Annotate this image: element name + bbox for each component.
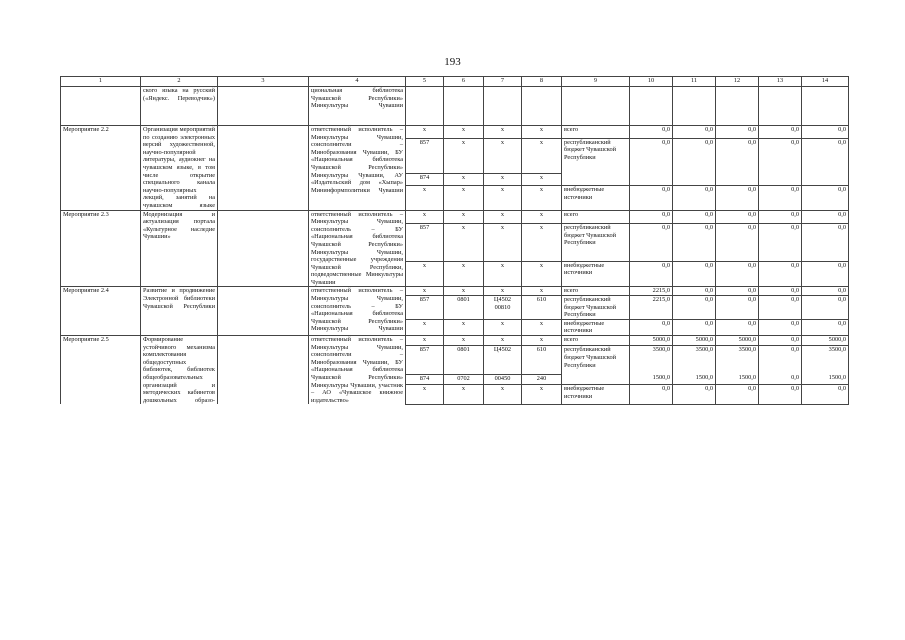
continuation-row (61, 87, 849, 126)
code-cell: x (484, 319, 522, 335)
amount-cell: 2215,0 (630, 287, 673, 296)
amount-cell: 0,0 (802, 319, 849, 335)
code-cell: 00450 (484, 374, 522, 384)
code-cell: x (406, 287, 444, 296)
executor-cell: ответственный исполнитель – Минкультуры Чувашии, соисполнитель – БУ «Национальная библиотека Чувашской Республики» Минкультуры Чувашии, государственные учреждения Чувашской Республики, подведомственные Минкультуры Чувашии (309, 210, 406, 287)
amount-cell: 0,0 (673, 319, 716, 335)
amount-cell: 0,0 (673, 385, 716, 405)
amount-cell: 0,0 (673, 261, 716, 287)
empty-cell (218, 210, 309, 287)
column-number: 5 (406, 77, 444, 87)
code-cell: x (522, 173, 562, 186)
funding-source: республиканский бюджет Чувашской Республики (562, 296, 630, 320)
code-cell: x (444, 336, 484, 346)
amount-cell: 0,0 (673, 186, 716, 210)
executor-cell: ответственный исполнитель – Минкультуры Чувашии, соисполнитель – БУ «Национальная библиотека Чувашской Республики» Минкультуры Чувашии (309, 287, 406, 336)
funding-source: внебюджетные источники (562, 319, 630, 335)
amount-cell: 3500,0 (716, 346, 759, 374)
measure-label: Мероприятие 2.2 (61, 126, 141, 211)
code-cell: x (522, 138, 562, 173)
amount-cell: 1500,0 (630, 374, 673, 384)
empty-cell (218, 126, 309, 211)
code-cell: x (522, 287, 562, 296)
amount-cell (673, 173, 716, 186)
funding-source: всего (562, 210, 630, 224)
code-cell: x (444, 210, 484, 224)
column-number: 6 (444, 77, 484, 87)
column-number: 14 (802, 77, 849, 87)
amount-cell (759, 173, 802, 186)
amount-cell: 0,0 (630, 319, 673, 335)
amount-cell: 3500,0 (630, 346, 673, 374)
amount-cell: 1500,0 (802, 374, 849, 384)
measure-name: Модернизация и актуализация портала «Культурное наследие Чувашии» (141, 210, 218, 287)
measure-name: Развитие и продвижение Электронной библиотеки Чувашской Республики (141, 287, 218, 336)
amount-cell: 0,0 (673, 296, 716, 320)
empty-cell (218, 336, 309, 405)
code-cell: x (406, 186, 444, 210)
amount-cell: 0,0 (759, 287, 802, 296)
column-number: 12 (716, 77, 759, 87)
funding-source: республиканский бюджет Чувашской Республики (562, 224, 630, 262)
continued-executor: циональная библиотека Чувашской Республики» Минкультуры Чувашии (309, 87, 406, 126)
amount-cell: 0,0 (802, 261, 849, 287)
amount-cell: 0,0 (716, 287, 759, 296)
funding-source: всего (562, 336, 630, 346)
amount-cell: 0,0 (630, 224, 673, 262)
code-cell: x (484, 173, 522, 186)
empty-cell (218, 287, 309, 336)
amount-cell: 0,0 (802, 287, 849, 296)
column-number: 3 (218, 77, 309, 87)
amount-cell: 0,0 (759, 296, 802, 320)
measure-row (61, 287, 849, 296)
amount-cell: 1500,0 (673, 374, 716, 384)
column-number-row (61, 77, 849, 87)
funding-source: республиканский бюджет Чувашской Республики (562, 346, 630, 374)
measure-name: Формирование устойчивого механизма комплектования общедоступных библиотек, библиотек общеобразовательных организаций и методических кабинетов дошкольных образо- (141, 336, 218, 405)
amount-cell: 5000,0 (630, 336, 673, 346)
amount-cell: 0,0 (759, 126, 802, 139)
amount-cell: 0,0 (802, 186, 849, 210)
code-cell: 857 (406, 138, 444, 173)
column-number: 2 (141, 77, 218, 87)
code-cell: 874 (406, 173, 444, 186)
code-cell: 610 (522, 296, 562, 320)
budget-table (60, 76, 849, 405)
amount-cell: 0,0 (759, 224, 802, 262)
code-cell: 0801 (444, 296, 484, 320)
amount-cell: 0,0 (630, 126, 673, 139)
column-number: 1 (61, 77, 141, 87)
code-cell: x (484, 336, 522, 346)
column-number: 13 (759, 77, 802, 87)
code-cell: x (484, 126, 522, 139)
code-cell: x (484, 224, 522, 262)
amount-cell: 3500,0 (673, 346, 716, 374)
amount-cell: 0,0 (630, 261, 673, 287)
amount-cell: 0,0 (630, 385, 673, 405)
code-cell: x (484, 385, 522, 405)
code-cell: 857 (406, 346, 444, 374)
code-cell: x (444, 319, 484, 335)
amount-cell: 0,0 (802, 296, 849, 320)
amount-cell: 0,0 (716, 296, 759, 320)
amount-cell: 0,0 (759, 346, 802, 374)
continued-measure-name: ского языка на русский («Яндекс. Переводчик») (141, 87, 218, 126)
column-number: 8 (522, 77, 562, 87)
amount-cell: 5000,0 (716, 336, 759, 346)
code-cell: x (522, 224, 562, 262)
code-cell: x (406, 261, 444, 287)
code-cell: x (444, 385, 484, 405)
code-cell: 874 (406, 374, 444, 384)
amount-cell: 0,0 (630, 186, 673, 210)
code-cell: x (522, 186, 562, 210)
code-cell: x (444, 224, 484, 262)
code-cell: x (444, 287, 484, 296)
code-cell: x (406, 126, 444, 139)
amount-cell: 0,0 (759, 210, 802, 224)
amount-cell: 1500,0 (716, 374, 759, 384)
code-cell: 857 (406, 296, 444, 320)
column-number: 4 (309, 77, 406, 87)
amount-cell: 0,0 (759, 261, 802, 287)
amount-cell: 0,0 (716, 186, 759, 210)
code-cell: x (444, 173, 484, 186)
code-cell: Ц4502 00810 (484, 296, 522, 320)
amount-cell: 0,0 (716, 385, 759, 405)
amount-cell: 0,0 (716, 261, 759, 287)
column-number: 9 (562, 77, 630, 87)
amount-cell (630, 173, 673, 186)
amount-cell (802, 173, 849, 186)
amount-cell: 0,0 (673, 210, 716, 224)
amount-cell: 0,0 (759, 336, 802, 346)
code-cell: x (522, 210, 562, 224)
amount-cell: 0,0 (802, 126, 849, 139)
amount-cell: 0,0 (673, 287, 716, 296)
amount-cell: 0,0 (716, 319, 759, 335)
code-cell: x (484, 186, 522, 210)
amount-cell: 0,0 (759, 319, 802, 335)
amount-cell: 0,0 (673, 126, 716, 139)
amount-cell: 0,0 (802, 138, 849, 173)
code-cell: x (484, 138, 522, 173)
funding-source (562, 173, 630, 186)
measure-row (61, 210, 849, 224)
code-cell: x (522, 261, 562, 287)
measure-row (61, 126, 849, 139)
amount-cell: 5000,0 (673, 336, 716, 346)
amount-cell: 0,0 (630, 138, 673, 173)
code-cell: x (484, 261, 522, 287)
code-cell: 610 (522, 346, 562, 374)
amount-cell (716, 173, 759, 186)
amount-cell: 0,0 (802, 210, 849, 224)
amount-cell: 5000,0 (802, 336, 849, 346)
code-cell: x (522, 319, 562, 335)
measure-label: Мероприятие 2.5 (61, 336, 141, 405)
funding-source: внебюджетные источники (562, 261, 630, 287)
amount-cell: 0,0 (716, 126, 759, 139)
code-cell: x (522, 126, 562, 139)
code-cell: x (522, 336, 562, 346)
amount-cell: 0,0 (673, 224, 716, 262)
amount-cell: 3500,0 (802, 346, 849, 374)
executor-cell: ответственный исполнитель – Минкультуры Чувашии, соисполнители – Минобразования Чувашии, БУ «Национальная библиотека Чувашской Республики» Минкультуры Чувашии, АУ «Издательский дом «Хыпар» Мининформполитики Чувашии (309, 126, 406, 211)
funding-source: внебюджетные источники (562, 186, 630, 210)
amount-cell: 0,0 (759, 138, 802, 173)
column-number: 10 (630, 77, 673, 87)
code-cell: x (406, 336, 444, 346)
measure-row (61, 336, 849, 346)
page-number: 193 (444, 56, 461, 68)
code-cell: 0801 (444, 346, 484, 374)
amount-cell: 0,0 (802, 385, 849, 405)
funding-source: всего (562, 287, 630, 296)
code-cell: 0702 (444, 374, 484, 384)
amount-cell: 0,0 (716, 210, 759, 224)
code-cell: x (484, 210, 522, 224)
code-cell: 857 (406, 224, 444, 262)
amount-cell: 2215,0 (630, 296, 673, 320)
funding-source (562, 374, 630, 384)
code-cell: x (444, 186, 484, 210)
code-cell: x (406, 319, 444, 335)
amount-cell: 0,0 (716, 138, 759, 173)
funding-source: всего (562, 126, 630, 139)
code-cell: x (522, 385, 562, 405)
column-number: 7 (484, 77, 522, 87)
code-cell: x (406, 210, 444, 224)
executor-cell: ответственный исполнитель – Минкультуры Чувашии, соисполнители – Минобразования Чувашии, БУ «Национальная библиотека Чувашской Республики» Минкультуры Чувашии, участник – АО «Чувашское книжное издательство» (309, 336, 406, 405)
code-cell: x (444, 126, 484, 139)
code-cell: x (406, 385, 444, 405)
code-cell: x (444, 138, 484, 173)
amount-cell: 0,0 (802, 224, 849, 262)
measure-name: Организация мероприятий по созданию электронных версий художественной, научно-популярной литературы, аудиокнег на чувашском языке, в том числе открытие специального канала научно-популярных лекций, занятий на чувашском языке (141, 126, 218, 211)
amount-cell: 0,0 (716, 224, 759, 262)
measure-label: Мероприятие 2.3 (61, 210, 141, 287)
amount-cell: 0,0 (759, 186, 802, 210)
funding-source: республиканский бюджет Чувашской Республики (562, 138, 630, 173)
code-cell: 240 (522, 374, 562, 384)
measure-label: Мероприятие 2.4 (61, 287, 141, 336)
amount-cell: 0,0 (759, 374, 802, 384)
funding-source: внебюджетные источники (562, 385, 630, 405)
code-cell: Ц4502 (484, 346, 522, 374)
column-number: 11 (673, 77, 716, 87)
code-cell: x (484, 287, 522, 296)
amount-cell: 0,0 (673, 138, 716, 173)
amount-cell: 0,0 (759, 385, 802, 405)
code-cell: x (444, 261, 484, 287)
amount-cell: 0,0 (630, 210, 673, 224)
